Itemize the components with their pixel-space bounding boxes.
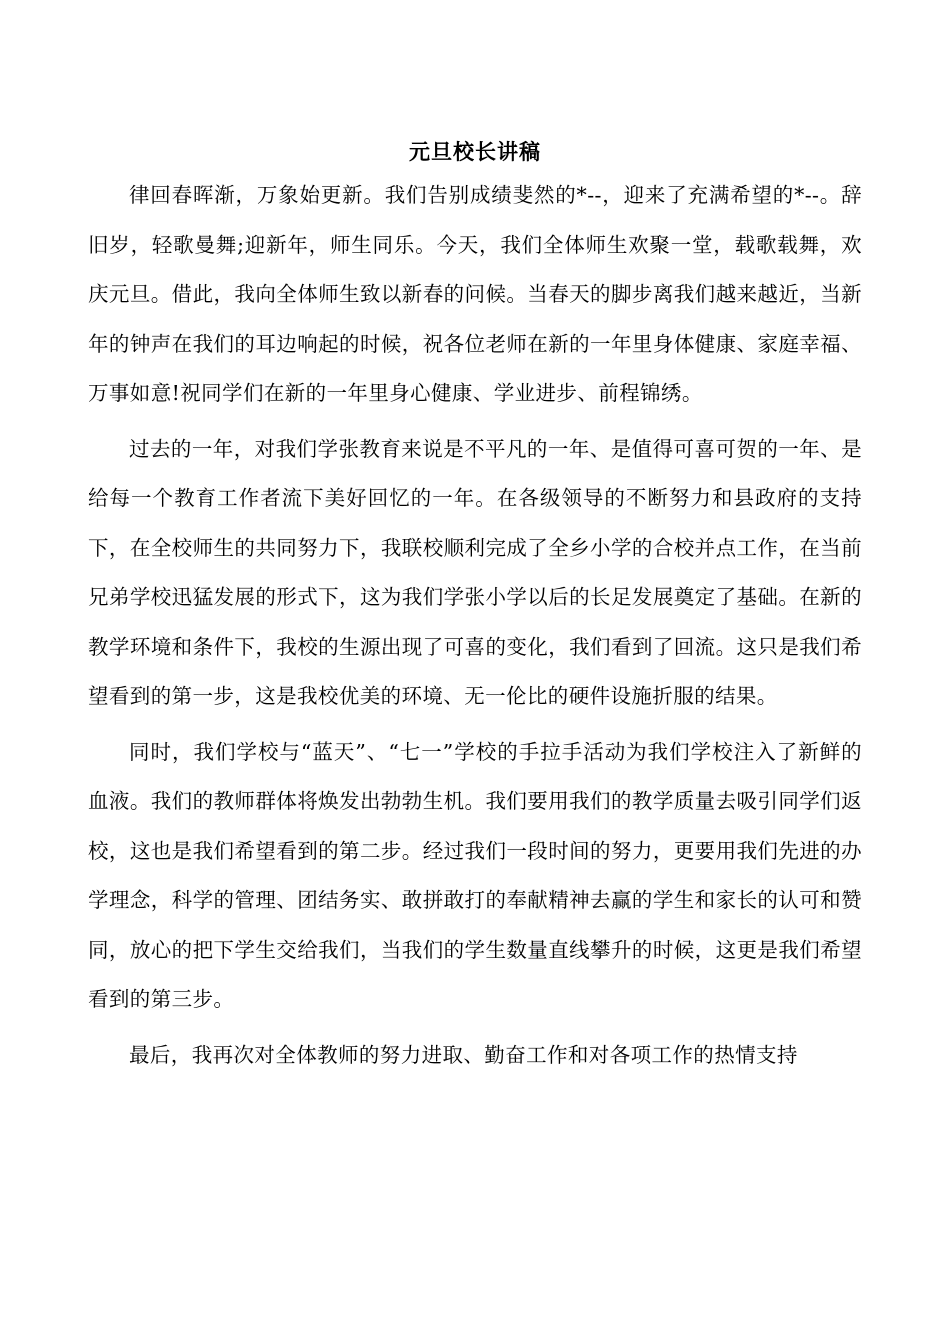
paragraph-3: 同时，我们学校与“蓝天”、“七一”学校的手拉手活动为我们学校注入了新鲜的血液。我们的教师群体将焕发出勃勃生机。我们要用我们的教学质量去吸引同学们返校，这也是我们希望看到的第二步。经过我们一段时间的努力，更要用我们先进的办学理念，科学的管理、团结务实、敢拼敢打的奉献精神去赢的学生和家长的认可和赞同，放心的把下学生交给我们，当我们的学生数量直线攀升的时候，这更是我们希望看到的第三步。 <box>88 739 862 1011</box>
paragraph-1: 律回春晖渐，万象始更新。我们告别成绩斐然的*--，迎来了充满希望的*--。辞旧岁，轻歌曼舞;迎新年，师生同乐。今天，我们全体师生欢聚一堂，载歌载舞，欢庆元旦。借此，我向全体师生致以新春的问候。当春天的脚步离我们越来越近，当新年的钟声在我们的耳边响起的时候，祝各位老师在新的一年里身体健康、家庭幸福、万事如意!祝同学们在新的一年里身心健康、学业进步、前程锦绣。 <box>88 183 862 405</box>
paragraph-2: 过去的一年，对我们学张教育来说是不平凡的一年、是值得可喜可贺的一年、是给每一个教育工作者流下美好回忆的一年。在各级领导的不断努力和县政府的支持下，在全校师生的共同努力下，我联校顺利完成了全乡小学的合校并点工作，在当前兄弟学校迅猛发展的形式下，这为我们学张小学以后的长足发展奠定了基础。在新的教学环境和条件下，我校的生源出现了可喜的变化，我们看到了回流。这只是我们希望看到的第一步，这是我校优美的环境、无一伦比的硬件设施折服的结果。 <box>88 436 862 708</box>
document-page <box>88 137 862 1080</box>
paragraph-4: 最后，我再次对全体教师的努力进取、勤奋工作和对各项工作的热情支持 <box>129 1042 798 1067</box>
document-title: 元旦校长讲稿 <box>409 139 541 164</box>
